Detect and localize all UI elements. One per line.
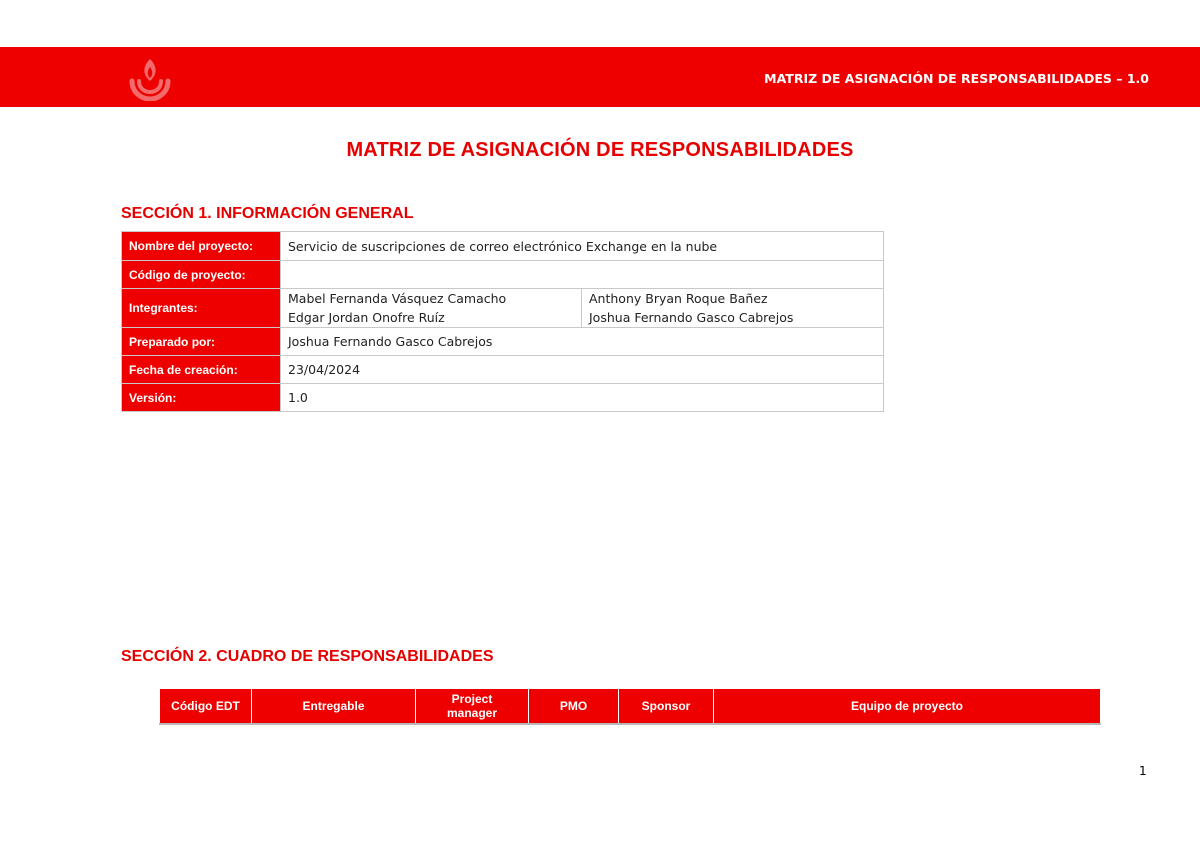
page-number: 1 [1139,764,1147,778]
responsibility-table [159,689,1101,725]
version-label: Versión: [122,384,281,412]
column-header-project-manager [416,689,529,724]
header-title: MATRIZ DE ASIGNACIÓN DE RESPONSABILIDADES – 1.0 [764,71,1149,86]
column-header-pm-line1: Project [451,692,493,706]
column-header-pmo: PMO [529,689,619,724]
column-header-pm-line2: manager [446,706,498,720]
members-label: Integrantes: [122,289,281,328]
creation-date-row [122,356,884,384]
project-name-row [122,232,884,261]
column-header-sponsor: Sponsor [619,689,714,724]
section-1-title: SECCIÓN 1. INFORMACIÓN GENERAL [121,205,414,222]
column-header-team: Equipo de proyecto [714,689,1101,724]
member-name: Joshua Fernando Gasco Cabrejos [589,310,794,325]
section-2-title: SECCIÓN 2. CUADRO DE RESPONSABILIDADES [121,648,494,665]
project-code-value [281,261,884,289]
project-name-value: Servicio de suscripciones de correo electrónico Exchange en la nube [281,232,884,261]
member-name: Edgar Jordan Onofre Ruíz [288,310,445,325]
header-bar [0,47,1200,107]
members-left-cell [281,289,582,328]
project-code-label: Código de proyecto: [122,261,281,289]
creation-date-value: 23/04/2024 [281,356,884,384]
prepared-by-row [122,328,884,356]
prepared-by-label: Preparado por: [122,328,281,356]
column-header-deliverable: Entregable [252,689,416,724]
document-title: MATRIZ DE ASIGNACIÓN DE RESPONSABILIDADES [346,139,854,161]
prepared-by-value: Joshua Fernando Gasco Cabrejos [281,328,884,356]
version-value: 1.0 [281,384,884,412]
version-row [122,384,884,412]
general-info-table [121,231,884,412]
column-header-code: Código EDT [160,689,252,724]
project-name-label: Nombre del proyecto: [122,232,281,261]
members-row [122,289,884,328]
members-right-cell [582,289,884,328]
upc-logo-icon [126,55,174,101]
creation-date-label: Fecha de creación: [122,356,281,384]
responsibility-header-row [160,689,1101,724]
member-name: Anthony Bryan Roque Bañez [589,291,768,306]
project-code-row [122,261,884,289]
member-name: Mabel Fernanda Vásquez Camacho [288,291,507,306]
